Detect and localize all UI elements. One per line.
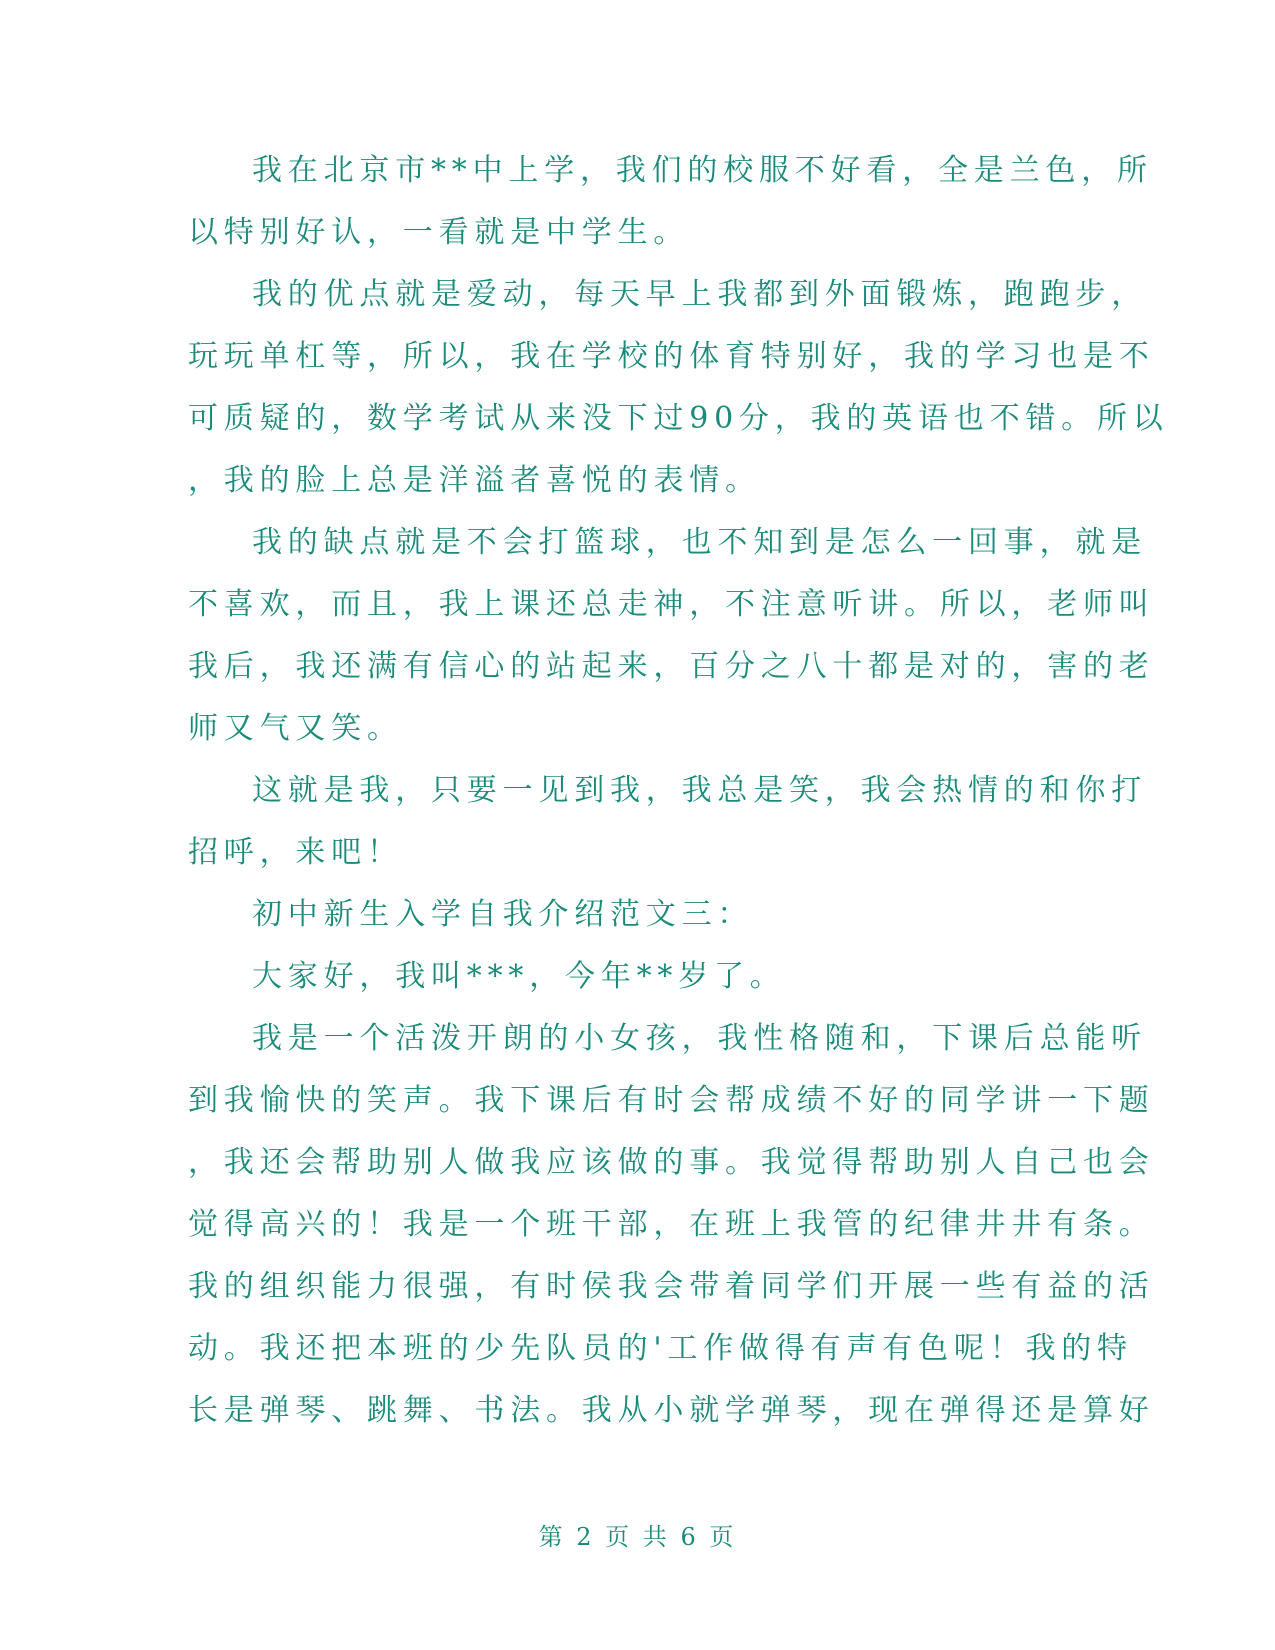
paragraph (188, 946, 1078, 1008)
paragraph (188, 512, 1155, 760)
text-line: 招呼，来吧！ (188, 835, 403, 870)
paragraph (188, 264, 1169, 512)
text-line: 这就是我，只要一见到我，我总是笑，我会热情的和你打 (252, 773, 1147, 808)
text-line: 我的缺点就是不会打篮球，也不知到是怎么一回事，就是 (252, 525, 1147, 560)
text-line: 我的组织能力很强，有时侯我会带着同学们开展一些有益的活 (188, 1269, 1155, 1304)
text-line: 长是弹琴、跳舞、书法。我从小就学弹琴，现在弹得还是算好 (188, 1393, 1155, 1428)
text-line: 不喜欢，而且，我上课还总走神，不注意听讲。所以，老师叫 (188, 587, 1155, 622)
text-line: 我在北京市**中上学，我们的校服不好看，全是兰色，所 (252, 153, 1153, 188)
text-line: 我是一个活泼开朗的小女孩，我性格随和，下课后总能听 (252, 1021, 1147, 1056)
paragraph (188, 760, 1147, 884)
text-line: 我后，我还满有信心的站起来，百分之八十都是对的，害的老 (188, 649, 1155, 684)
section-heading (188, 884, 1078, 946)
text-line: 我的优点就是爱动，每天早上我都到外面锻炼，跑跑步， (252, 277, 1147, 312)
text-line: 初中新生入学自我介绍范文三： (252, 897, 754, 932)
text-line: 大家好，我叫***，今年**岁了。 (252, 959, 786, 994)
text-line: 以特别好认，一看就是中学生。 (188, 215, 690, 250)
document-body (188, 140, 1169, 1442)
text-line: 动。我还把本班的少先队员的'工作做得有声有色呢！我的特 (188, 1331, 1133, 1366)
text-line: ，我的脸上总是洋溢者喜悦的表情。 (188, 463, 761, 498)
paragraph (188, 140, 1153, 264)
text-line: 觉得高兴的！我是一个班干部，在班上我管的纪律井井有条。 (188, 1207, 1155, 1242)
text-line: 可质疑的，数学考试从来没下过90分，我的英语也不错。所以 (188, 401, 1169, 436)
text-line: 师又气又笑。 (188, 711, 403, 746)
text-line: 玩玩单杠等，所以，我在学校的体育特别好，我的学习也是不 (188, 339, 1155, 374)
text-line: ，我还会帮助别人做我应该做的事。我觉得帮助别人自己也会 (188, 1145, 1155, 1180)
text-line: 到我愉快的笑声。我下课后有时会帮成绩不好的同学讲一下题 (188, 1083, 1155, 1118)
page-number-footer: 第 2 页 共 6 页 (538, 1523, 737, 1551)
paragraph (188, 1008, 1155, 1442)
